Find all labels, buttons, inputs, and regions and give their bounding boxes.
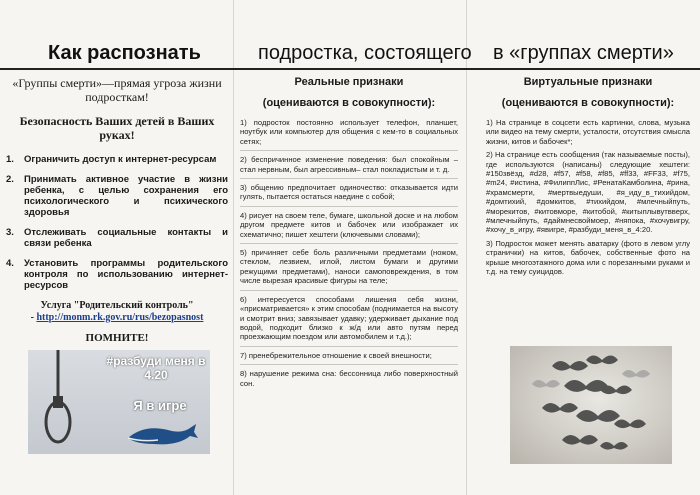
list-item: 7) пренебрежительное отношение к своей внешности; <box>240 351 458 365</box>
list-item: 4. Установить программы родительского контроля по использованию интернет-ресурсов <box>6 258 228 291</box>
brochure-header <box>0 40 700 70</box>
header-part-1: Как распознать <box>48 42 201 64</box>
service-prefix: - <box>30 312 37 323</box>
real-signs-title: Реальные признаки <box>294 76 404 88</box>
fold-line-left <box>233 0 234 495</box>
butterfly-icon <box>510 346 672 464</box>
intro-warning: «Группы смерти»—прямая угроза жизни подросткам! <box>12 76 222 104</box>
whale-icon <box>124 420 200 450</box>
list-item: 6) интересуется способами лишения себя жизни, «присматривается» к этим способам (поднимается на высоту и смотрит вниз; завязывает удавку; удерживает дыхание под водой, подходит близко к ж/д или авто путям перед проезжающим поездом или автомобилем и т.д.); <box>240 295 458 347</box>
parental-control-service <box>6 300 228 324</box>
real-signs-list <box>240 118 458 392</box>
list-item: 2. Принимать активное участие в жизни ребенка, с целью сохранения его психологического и психического здоровья <box>6 174 228 218</box>
list-item: 3. Отслеживать социальные контакты и связи ребенка <box>6 227 228 249</box>
virtual-signs-list <box>486 118 690 277</box>
recommendations-list <box>6 154 228 291</box>
list-item: 2) беспричинное изменение поведения: был спокойным –стал нервным, был агрессивным– стал покладистым и т. д. <box>240 155 458 179</box>
service-label: Услуга "Родительский контроль" <box>40 300 194 311</box>
list-item: 5) причиняет себе боль различными предметами (ножом, стеклом, лезвием, иглой, листом бумаги и другими режущими предметами), наноси самоповреждения, в том числе вырезая красивые фигуры на теле; <box>240 248 458 291</box>
warning-poster <box>28 350 210 454</box>
virtual-signs-subtitle: (оцениваются в совокупности): <box>501 97 675 109</box>
header-part-3: в «группах смерти» <box>493 42 674 64</box>
real-signs-column <box>240 76 458 396</box>
service-link[interactable]: http://monm.rk.gov.ru/rus/bezopasnost <box>36 312 204 323</box>
butterflies-photo <box>510 346 672 464</box>
list-item: 4) рисует на своем теле, бумаге, школьной доске и на любом другом предмете китов и бабочек или изображает их схематично; пишет хештеги (ключевыми словами); <box>240 211 458 244</box>
list-item: 1) подросток постоянно использует телефон, планшет, ноутбук или компьютер для общения с кем-то в социальных сетях; <box>240 118 458 151</box>
real-signs-subtitle: (оцениваются в совокупности): <box>262 97 436 109</box>
header-part-2: подростка, состоящего <box>258 42 472 64</box>
noose-icon <box>38 350 78 454</box>
virtual-signs-column <box>486 76 690 281</box>
list-item: 2) На странице есть сообщения (так называемые посты), где используются (написаны) следующие хештеги: #150звёзд, #d28, #f57, #f58, #f85, #ff33, #FF33, #f75, #m24, #истина, #ФилиппЛис, #РенатаКамболина, #рина, #храмсмерти, #мертвыедуши, #я_иду_в_тихийдом, #домтихий, #домкитов, #тихийдом, #млечныйпуть, #морекитов, #китовморе, #китобой, #китыплывутвверх, #млечныйпуть, #даймнесвоймоер, #няпока, #хочувигру, #хочу_в_игру, #явигре, #разбуди_меня_в_4:20. <box>486 150 690 235</box>
virtual-signs-title: Виртуальные признаки <box>523 76 653 88</box>
safety-heading: Безопасность Ваших детей в Ваших руках! <box>19 114 215 142</box>
fold-line-right <box>466 0 467 495</box>
poster-hashtag: #разбуди меня в 4.20 <box>106 354 206 382</box>
remember-heading: ПОМНИТЕ! <box>85 332 149 344</box>
poster-caption: Я в игре <box>133 398 187 413</box>
left-column <box>6 76 228 454</box>
list-item: 3) Подросток может менять аватарку (фото в левом углу странички) на китов, бабочек, собственные фото на крыше многоэтажного дома или с порезанными руками и т.д. на тему суицидов. <box>486 238 690 277</box>
list-item: 8) нарушение режима сна: бессонница либо поверхностный сон. <box>240 369 458 388</box>
list-item: 3) общению предпочитает одиночество: отказывается идти гулять, пытается остаться наедине с собой; <box>240 183 458 207</box>
list-item: 1. Ограничить доступ к интернет-ресурсам <box>6 154 217 165</box>
list-item: 1) На странице в соцсети есть картинки, слова, музыка или видео на тему смерти, усталости, отсутствия смысла жизни, китов и бабочек*; <box>486 118 690 146</box>
